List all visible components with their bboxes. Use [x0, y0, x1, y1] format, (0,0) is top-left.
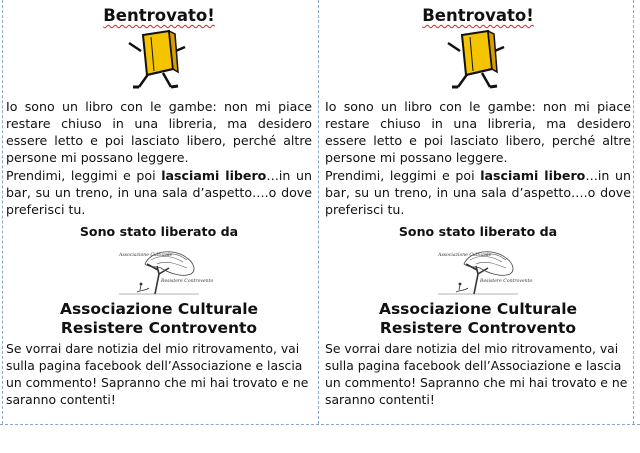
- instruction-text-end: …in un bar, su un treno, in una sala d’aspetto….o dove preferisci tu.: [325, 168, 631, 217]
- instruction-text-end: …in un bar, su un treno, in una sala d’aspetto….o dove preferisci tu.: [6, 168, 312, 217]
- logo-text-top: Associazione Culturale: [119, 253, 173, 258]
- org-name-line-1: Associazione Culturale: [59, 300, 259, 318]
- instruction-paragraph: [6, 167, 312, 218]
- walking-book-icon: [438, 29, 518, 91]
- logo-text-bottom: Resistere Controvento: [480, 279, 533, 284]
- tree-wind-logo-icon: [117, 244, 214, 296]
- instruction-text-start: Prendimi, leggimi e poi: [6, 168, 162, 183]
- instruction-text-start: Prendimi, leggimi e poi: [325, 168, 481, 183]
- cut-guide-middle: [318, 0, 319, 424]
- cut-guide-right: [633, 0, 634, 424]
- org-name-line-1: Associazione Culturale: [378, 300, 578, 318]
- bookmark-card-right: [325, 6, 631, 424]
- logo-text-top: Associazione Culturale: [438, 253, 492, 258]
- logo-text-bottom: Resistere Controvento: [161, 279, 214, 284]
- org-name-line-2: Resistere Controvento: [379, 319, 577, 337]
- cut-guide-left: [2, 0, 3, 424]
- intro-paragraph: Io sono un libro con le gambe: non mi piace restare chiuso in una libreria, ma desidero essere letto e poi lasciato libero, perché altre persone mi possano leggere.: [325, 99, 631, 165]
- freed-by-heading: Sono stato liberato da: [398, 224, 558, 239]
- footer-paragraph: Se vorrai dare notizia del mio ritrovamento, vai sulla pagina facebook dell’Associazione e lascia un commento! Sapranno che mi hai trovato e ne saranno contenti!: [6, 341, 309, 407]
- card-title: Bentrovato!: [422, 6, 534, 25]
- org-name-line-2: Resistere Controvento: [60, 319, 258, 337]
- card-title: Bentrovato!: [103, 6, 215, 25]
- bookmark-card-left: [6, 6, 312, 424]
- instruction-paragraph: [325, 167, 631, 218]
- freed-by-heading: Sono stato liberato da: [79, 224, 239, 239]
- cut-guide-bottom: [0, 424, 640, 425]
- instruction-emphasis: lasciami libero: [161, 168, 267, 183]
- tree-wind-logo-icon: [436, 244, 533, 296]
- walking-book-icon: [119, 29, 199, 91]
- intro-paragraph: Io sono un libro con le gambe: non mi piace restare chiuso in una libreria, ma desidero essere letto e poi lasciato libero, perché altre persone mi possano leggere.: [6, 99, 312, 165]
- instruction-emphasis: lasciami libero: [480, 168, 586, 183]
- footer-paragraph: Se vorrai dare notizia del mio ritrovamento, vai sulla pagina facebook dell’Associazione e lascia un commento! Sapranno che mi hai trovato e ne saranno contenti!: [325, 341, 628, 407]
